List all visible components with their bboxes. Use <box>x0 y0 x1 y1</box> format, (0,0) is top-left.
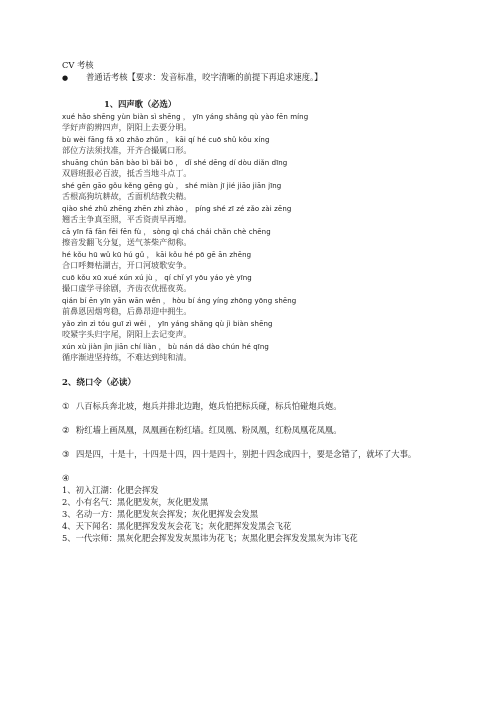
list-item: 5、一代宗师：黑灰化肥会挥发发灰黑讳为花飞；灰黑化肥会挥发发黑灰为讳飞花 <box>62 532 358 543</box>
pinyin-line: shuāng chún bān bào bì bǎi bō ， dǐ shé dēng dí dòu diǎn dīng <box>62 159 288 167</box>
hanzi-line: 学好声韵辨四声，阴阳上去要分明。 <box>62 122 192 132</box>
list-item: 2、小有名气：黑化肥发灰，灰化肥发黑 <box>62 496 209 507</box>
hanzi-line: 循序渐进坚持练，不难达到纯和清。 <box>62 352 192 362</box>
tongue-twister-text: 八百标兵奔北坡，炮兵并排北边跑，炮兵怕把标兵碰，标兵怕碰炮兵炮。 <box>76 400 342 411</box>
hanzi-line: 舌根高狗坑耕故，舌面机结教尖精。 <box>62 191 192 201</box>
list-item: 1、初入江湖：化肥会挥发 <box>62 484 159 495</box>
course-title: CV 考核 <box>62 60 94 70</box>
circled-number: ① <box>62 400 70 411</box>
pinyin-line: qiào shé zhǔ zhēng zhēn zhì zhào ， píng shé zī zé zǎo zài zēng <box>62 205 292 213</box>
pinyin-line: xún xù jiàn jìn jiān chí liàn ， bù nán dá dào chún hé qīng <box>62 343 269 351</box>
pinyin-line: xué hǎo shēng yùn biàn sì shēng ， yīn yáng shǎng qù yào fēn míng <box>62 113 309 121</box>
list-item: 3、名动一方：黑化肥发灰会挥发；灰化肥挥发会发黑 <box>62 508 259 519</box>
requirement-bullet <box>62 71 442 83</box>
bullet-dot-icon <box>62 71 86 83</box>
tongue-twister-item <box>62 400 442 413</box>
hanzi-line: 咬紧字头归字尾，阴阳上去记变声。 <box>62 329 192 339</box>
hanzi-line: 擦音发翻飞分复，送气茶柴产彻称。 <box>62 237 192 247</box>
tongue-twister-text: 粉红墙上画凤凰，凤凰画在粉红墙。红凤凰、粉凤凰，红粉凤凰花凤凰。 <box>76 424 342 435</box>
pinyin-line: qián bí ēn yīn yān wān wěn ， hòu bí áng yíng zhōng yōng shēng <box>62 297 297 305</box>
document-content <box>62 59 442 544</box>
hanzi-line: 合口呼舞枯湖古，开口河坡歌安争。 <box>62 260 192 270</box>
list-item: 4、天下闻名：黑化肥挥发发灰会花飞；灰化肥挥发发黑会飞花 <box>62 520 292 531</box>
hanzi-line: 翘舌主争真至照，平舌资责早再增。 <box>62 214 192 224</box>
pinyin-line: hé kǒu hū wǔ kū hú gǔ ， kāi kǒu hé pō gē ān zhēng <box>62 251 252 259</box>
tongue-twister-item <box>62 424 442 437</box>
pinyin-line: shé gēn gāo gǒu kěng gēng gù ， shé miàn jī jié jiāo jiān jīng <box>62 182 282 190</box>
section2-title: 2、绕口令（必读） <box>62 377 136 388</box>
circled-number: ② <box>62 424 70 435</box>
circled-number: ④ <box>62 472 70 483</box>
tongue-twister-item <box>62 448 442 461</box>
four-tones-poem <box>62 112 442 364</box>
tongue-twister-text: 四是四，十是十，十四是十四，四十是四十，别把十四念成四十，要是念错了，就坏了大事。 <box>76 448 417 459</box>
circled-number: ③ <box>62 448 70 459</box>
pinyin-line: cuō kǒu xū xué xún xú jù ， qí chǐ yī yōu yáo yè yīng <box>62 274 252 282</box>
hanzi-line: 前鼻恩因烟弯稳，后鼻昂迎中拥生。 <box>62 306 192 316</box>
pinyin-line: bù wèi fāng fǎ xū zhǎo zhǔn ， kāi qí hé cuō shǔ kǒu xíng <box>62 136 270 144</box>
pinyin-line: yǎo zìn zì tóu guī zì wěi ， yīn yáng shǎng qù jì biàn shēng <box>62 320 273 328</box>
section1-title: 1、四声歌（必选） <box>104 99 177 109</box>
hanzi-line: 撮口虚学寻徐剧，齐齿衣优摇夜英。 <box>62 283 192 293</box>
pinyin-line: cā yīn fā fān fēi fēn fù ， sòng qì chá chái chǎn chè chēng <box>62 228 271 236</box>
requirement-text: 普通话考核【要求：发音标准，咬字清晰的前提下再追求速度。】 <box>86 72 323 82</box>
hanzi-line: 双唇班报必百波，抵舌当地斗点丁。 <box>62 168 192 178</box>
hanzi-line: 部位方法须找准，开齐合撮属口形。 <box>62 145 192 155</box>
